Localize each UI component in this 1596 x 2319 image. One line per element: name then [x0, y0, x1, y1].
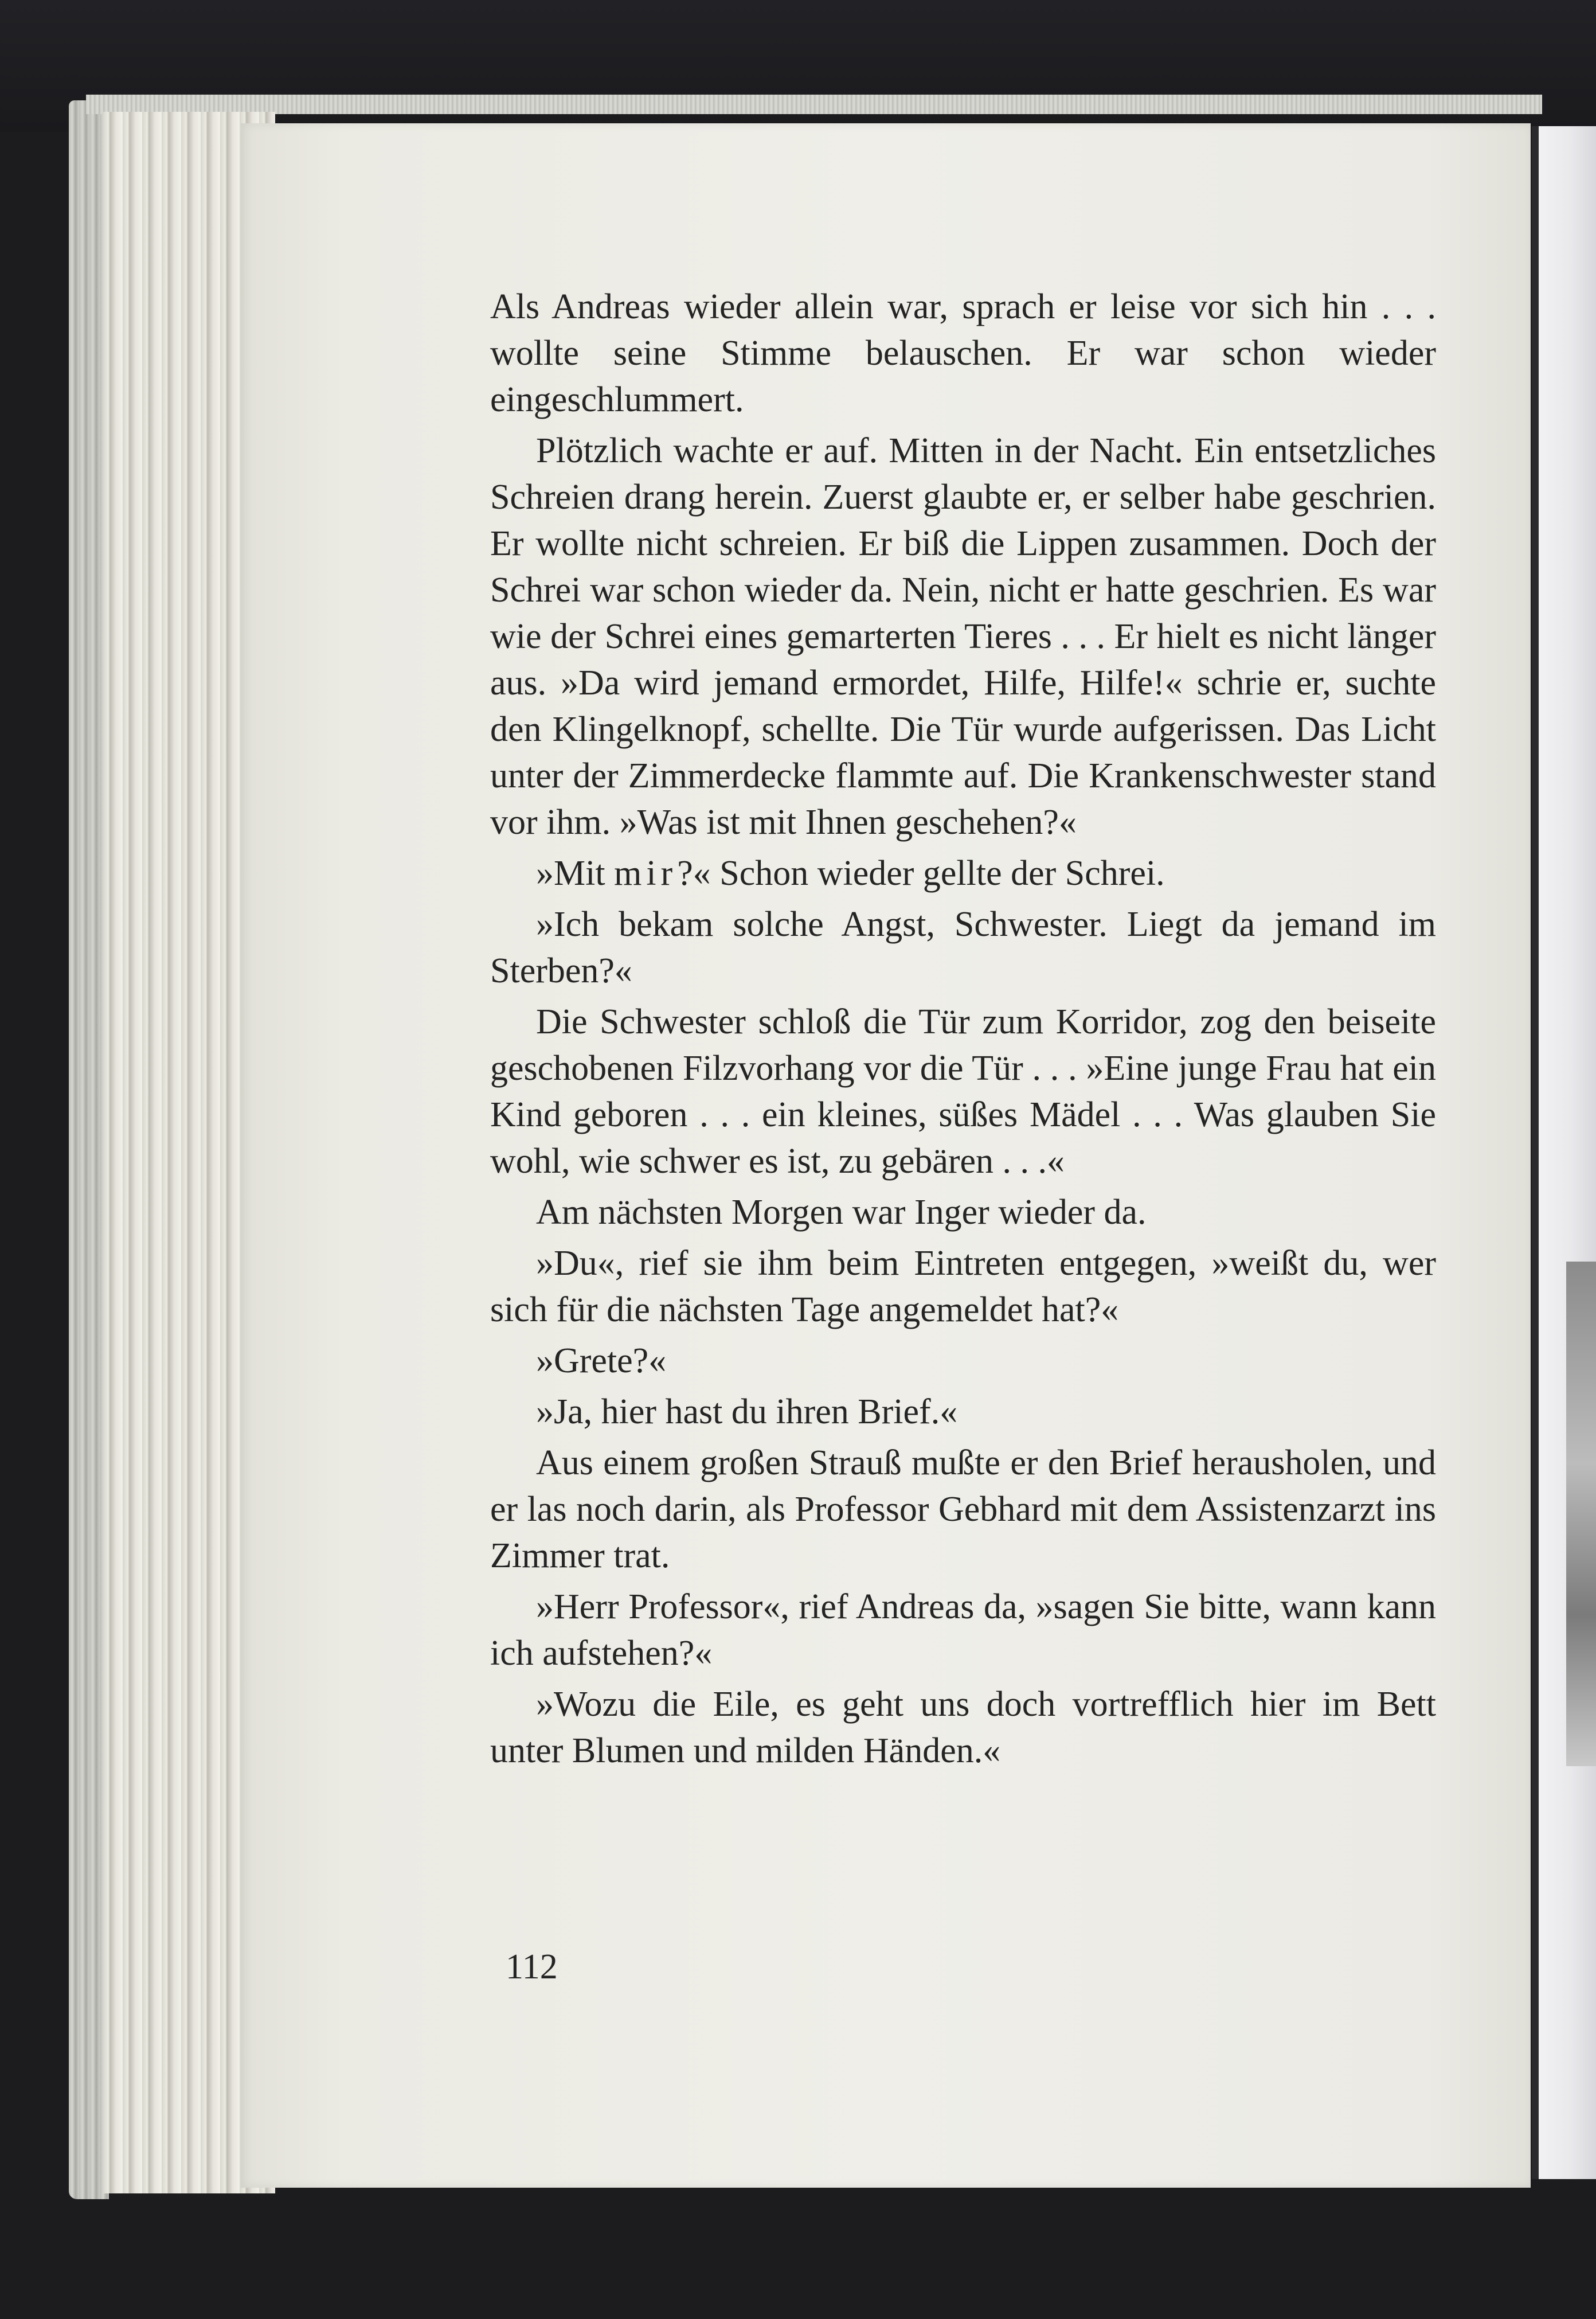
paragraph-text: ?« Schon wieder gellte der Schrei.	[677, 854, 1165, 893]
emphasized-text: mir	[614, 854, 678, 893]
paragraph: Die Schwester schloß die Tür zum Korridor, zog den beiseite geschobenen Filzvorhang vor die Tür . . . »Eine junge Frau hat ein Kind geboren . . . ein kleines, süßes Mädel . . . Was glauben Sie wohl, wie schwer es ist, zu gebären . . .«	[490, 1002, 1436, 1181]
paragraph-text: »Mit	[536, 854, 615, 893]
page-text	[490, 284, 1436, 1779]
paragraph: »Herr Professor«, rief Andreas da, »sagen Sie bitte, wann kann ich aufstehen?«	[490, 1587, 1436, 1673]
paragraph: Als Andreas wieder allein war, sprach er leise vor sich hin . . . wollte seine Stimme belauschen. Er war schon wieder eingeschlummert.	[490, 287, 1436, 419]
paragraph: Am nächsten Morgen war Inger wieder da.	[536, 1193, 1147, 1232]
paragraph	[490, 850, 1436, 897]
facing-page-edge	[1532, 126, 1596, 2179]
paragraph: »Ich bekam solche Angst, Schwester. Liegt da jemand im Sterben?«	[490, 905, 1436, 990]
paragraph: Aus einem großen Strauß mußte er den Brief herausholen, und er las noch darin, als Professor Gebhard mit dem Assistenzarzt ins Zimmer trat.	[490, 1443, 1436, 1575]
paragraph: »Grete?«	[536, 1341, 667, 1380]
paragraph: »Du«, rief sie ihm beim Eintreten entgegen, »weißt du, wer sich für die nächsten Tage angemeldet hat?«	[490, 1244, 1436, 1329]
facing-page-photo	[1566, 1262, 1596, 1766]
page-number: 112	[506, 1947, 558, 1986]
paragraph: »Ja, hier hast du ihren Brief.«	[536, 1392, 958, 1431]
gutter-shadow	[1532, 126, 1539, 2179]
book-cover-top	[86, 95, 1542, 114]
paragraph: Plötzlich wachte er auf. Mitten in der Nacht. Ein entsetzliches Schreien drang herein. Zuerst glaubte er, er selber habe geschrien. Er wollte nicht schreien. Er biß die Lippen zusammen. Doch der Schrei war schon wieder da. Nein, nicht er hatte geschrien. Es war wie der Schrei eines gemarterten Tieres . . . Er hielt es nicht länger aus. »Da wird jemand ermordet, Hilfe, Hilfe!« schrie er, suchte den Klingelknopf, schellte. Die Tür wurde aufgerissen. Das Licht unter der Zimmerdecke flammte auf. Die Krankenschwester stand vor ihm. »Was ist mit Ihnen geschehen?«	[490, 431, 1436, 842]
paragraph: »Wozu die Eile, es geht uns doch vortrefflich hier im Bett unter Blumen und milden Händen.«	[490, 1685, 1436, 1770]
